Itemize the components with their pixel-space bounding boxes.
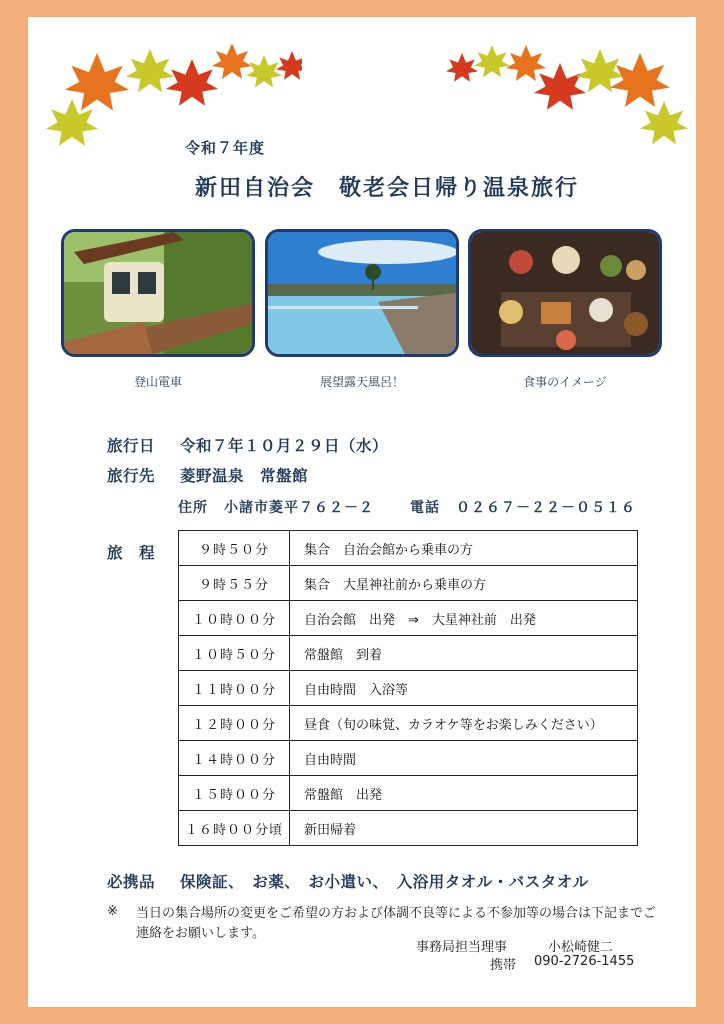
- schedule-time: １０時５０分: [179, 636, 290, 671]
- schedule-event: 新田帰着: [290, 811, 638, 846]
- schedule-event: 集合 大星神社前から乗車の方: [290, 566, 638, 601]
- items-label: 必携品: [107, 873, 156, 891]
- table-row: [179, 636, 638, 671]
- schedule-time: １６時００分頃: [179, 811, 290, 846]
- schedule-event: 常盤館 到着: [290, 636, 638, 671]
- table-row: [179, 706, 638, 741]
- address-label: 住所: [178, 500, 208, 516]
- schedule-table: [178, 530, 638, 846]
- schedule-event: 自由時間 入浴等: [290, 671, 638, 706]
- photo-caption-train: 登山電車: [133, 375, 182, 389]
- date-label: 旅行日: [107, 437, 156, 455]
- photo-meal: [468, 229, 662, 357]
- photo-open-air-bath: [265, 229, 459, 357]
- schedule-event: 常盤館 出発: [290, 776, 638, 811]
- note-mark: ※: [107, 904, 118, 919]
- schedule-time: １２時００分: [179, 706, 290, 741]
- mobile-label: 携帯: [490, 958, 517, 973]
- schedule-time: ９時５０分: [179, 531, 290, 566]
- schedule-time: ９時５５分: [179, 566, 290, 601]
- photo-caption-meal: 食事のイメージ: [523, 375, 607, 389]
- table-row: [179, 741, 638, 776]
- schedule-event: 集合 自治会館から乗車の方: [290, 531, 638, 566]
- maple-leaves-left-decoration: [42, 33, 302, 153]
- schedule-event: 自由時間: [290, 741, 638, 776]
- table-row: [179, 776, 638, 811]
- table-row: [179, 811, 638, 846]
- table-row: [179, 601, 638, 636]
- contact-role: 事務局担当理事: [416, 940, 508, 955]
- schedule-time: １０時００分: [179, 601, 290, 636]
- destination-value: 菱野温泉 常盤館: [180, 467, 309, 485]
- phone-value: ０２６７－２２－０５１６: [456, 500, 636, 516]
- table-row: [179, 671, 638, 706]
- address-value: 小諸市菱平７６２－２: [224, 500, 374, 516]
- table-row: [179, 566, 638, 601]
- photo-caption-bath: 展望露天風呂！: [319, 375, 404, 389]
- table-row: [179, 531, 638, 566]
- phone-label: 電話: [410, 500, 440, 516]
- flyer-page: [28, 17, 696, 1007]
- contact-name: 小松崎健二: [548, 940, 614, 955]
- page-title: 新田自治会 敬老会日帰り温泉旅行: [195, 176, 580, 201]
- schedule-time: １５時００分: [179, 776, 290, 811]
- schedule-time: １４時００分: [179, 741, 290, 776]
- schedule-time: １１時００分: [179, 671, 290, 706]
- photo-mountain-train: [61, 229, 255, 357]
- date-value: 令和７年１０月２９日（水）: [180, 437, 389, 455]
- fiscal-year-label: 令和７年度: [185, 139, 266, 157]
- destination-label: 旅行先: [107, 467, 156, 485]
- note-text: 当日の集合場所の変更をご希望の方および体調不良等による不参加等の場合は下記までご連絡をお願いします。: [136, 906, 657, 941]
- schedule-event: 自治会館 出発 ⇒ 大星神社前 出発: [290, 601, 638, 636]
- items-value: 保険証、 お薬、 お小遣い、 入浴用タオル・バスタオル: [180, 873, 589, 891]
- schedule-event: 昼食（旬の味覚、カラオケ等をお楽しみください）: [290, 706, 638, 741]
- mobile-value: 090-2726-1455: [534, 954, 635, 969]
- maple-leaves-right-decoration: [440, 33, 690, 153]
- schedule-label: 旅 程: [107, 544, 156, 562]
